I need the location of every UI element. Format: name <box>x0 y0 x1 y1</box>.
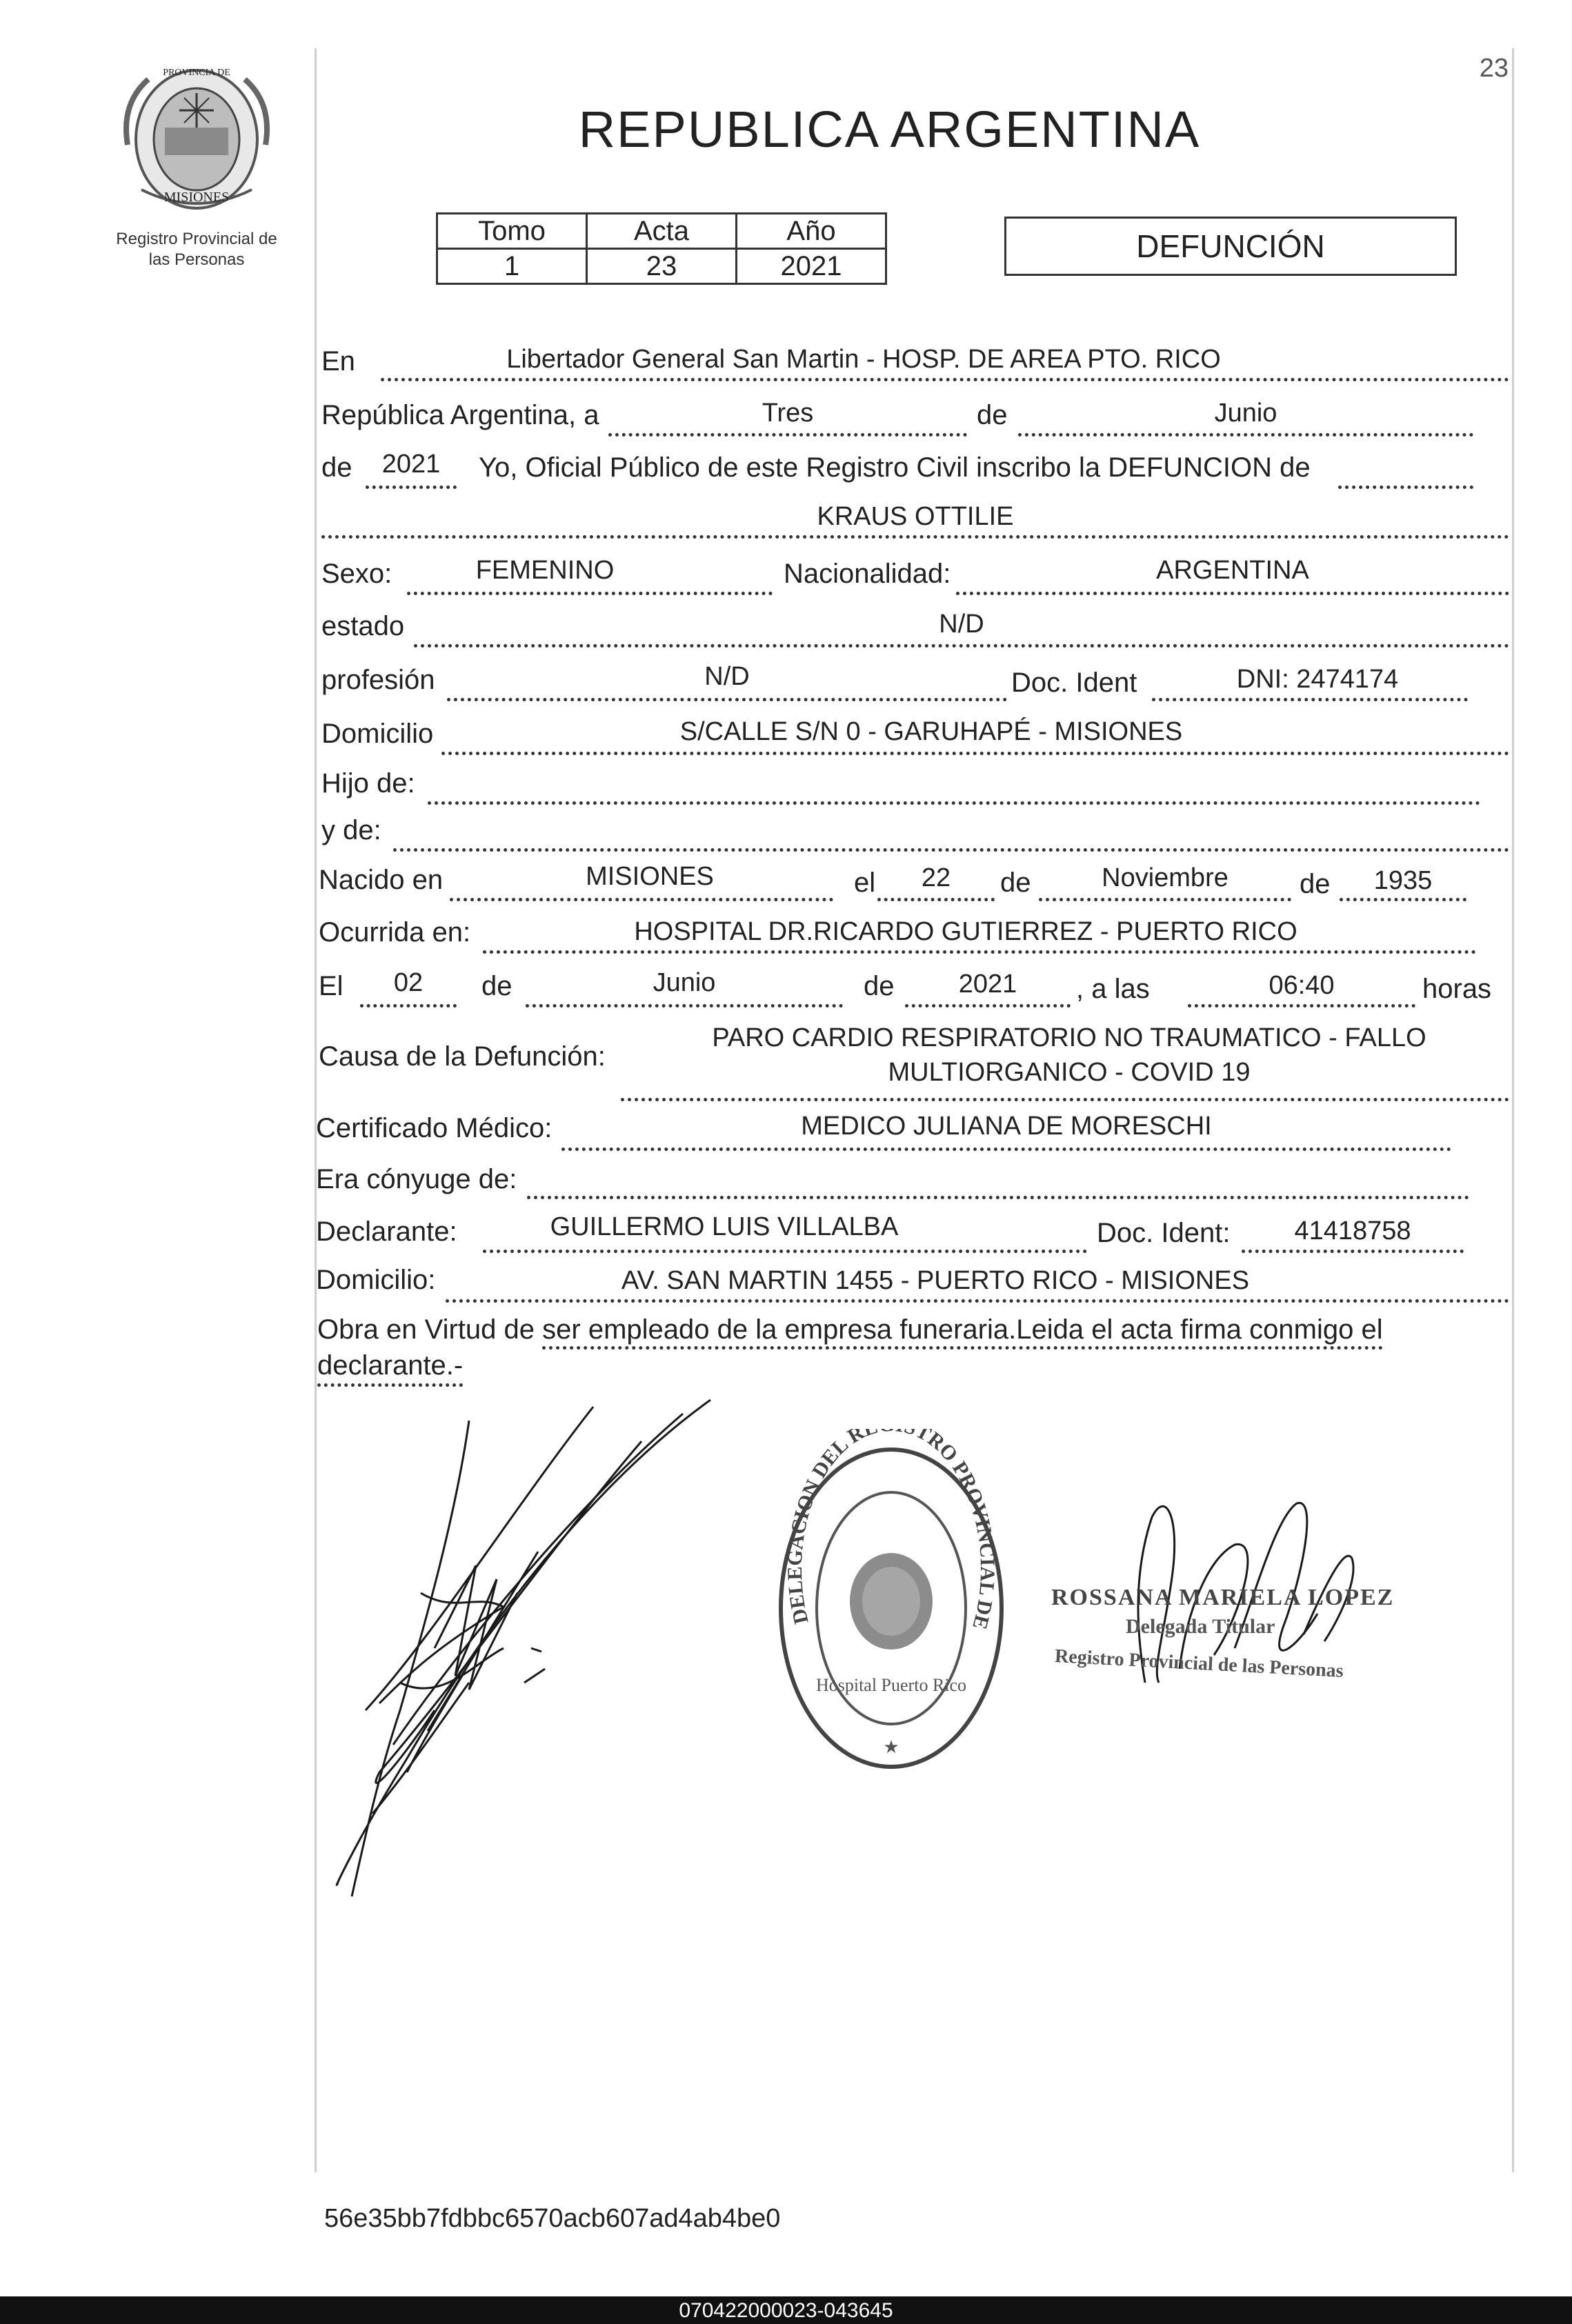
dotted-line <box>1340 898 1466 901</box>
field-nombre: KRAUS OTTILIE <box>817 502 1014 531</box>
field-nac-mes: Noviembre <box>1102 863 1228 892</box>
field-documento: DNI: 2474174 <box>1236 665 1399 694</box>
dotted-line <box>527 1196 1469 1199</box>
label-certificado: Certificado Médico: <box>316 1113 553 1143</box>
field-nacionalidad: ARGENTINA <box>1156 556 1309 585</box>
registry-caption <box>76 229 317 270</box>
signer-registry: Registro Provincial de las Personas <box>1054 1645 1344 1682</box>
page-number: 23 <box>1479 54 1509 83</box>
field-causa <box>662 1021 1476 1090</box>
field-def-mes: Junio <box>653 968 716 997</box>
label-ocurrida-en: Ocurrida en: <box>319 917 471 948</box>
field-ocurrida-en: HOSPITAL DR.RICARDO GUTIERREZ - PUERTO RICO <box>634 917 1297 946</box>
dotted-line <box>381 378 1509 381</box>
signer-name: ROSSANA MARIELA LOPEZ <box>1051 1585 1395 1610</box>
label-el-cap: El <box>319 971 344 1001</box>
field-def-hora: 06:40 <box>1268 971 1335 1000</box>
svg-text:★: ★ <box>883 1736 899 1757</box>
label-a-las: , a las <box>1076 974 1150 1004</box>
registry-caption-line1: Registro Provincial de <box>116 230 277 248</box>
label-domicilio: Domicilio <box>321 719 434 749</box>
field-def-anio: 2021 <box>958 970 1017 999</box>
record-table-value-row <box>437 249 886 284</box>
anio-header: Año <box>737 214 886 249</box>
label-en: En <box>321 346 355 377</box>
field-profesion: N/D <box>704 662 750 691</box>
dotted-line <box>483 1250 1087 1253</box>
dotted-line <box>446 1299 1509 1303</box>
label-yo-oficial: Yo, Oficial Público de este Registro Civil inscribo la DEFUNCION de <box>479 452 1311 483</box>
field-declarante-doc: 41418758 <box>1294 1216 1411 1245</box>
dotted-line <box>1152 698 1468 701</box>
dotted-line <box>414 644 1509 648</box>
label-de: de <box>864 971 895 1001</box>
field-anio-registro: 2021 <box>381 450 441 479</box>
registry-caption-line2: las Personas <box>148 250 245 269</box>
dotted-line <box>608 433 967 437</box>
field-nacido-en: MISIONES <box>586 862 714 891</box>
dotted-line <box>621 1098 1509 1101</box>
seal-text: DELEGACION DEL R TRO PROVINCIAL DE <box>783 1429 999 1632</box>
dotted-line <box>447 698 1007 701</box>
dotted-line <box>483 950 1476 954</box>
label-de: de <box>1300 869 1331 899</box>
dotted-line <box>1242 1250 1464 1253</box>
right-margin-line <box>1512 48 1514 2172</box>
field-declarante: GUILLERMO LUIS VILLALBA <box>550 1212 899 1241</box>
dotted-line <box>956 592 1509 595</box>
dotted-line <box>450 898 833 901</box>
label-horas: horas <box>1422 974 1492 1004</box>
document-hash: 56e35bb7fdbbc6570acb607ad4ab4be0 <box>324 2204 781 2233</box>
label-domicilio: Domicilio: <box>316 1265 436 1295</box>
dotted-line <box>441 752 1509 755</box>
label-conyuge: Era cónyuge de: <box>316 1164 517 1194</box>
field-sexo: FEMENINO <box>475 556 615 585</box>
dotted-line <box>526 1004 843 1008</box>
dotted-line <box>561 1148 1451 1151</box>
dotted-line <box>407 592 773 595</box>
obra-statement <box>317 1312 1498 1348</box>
label-nacionalidad: Nacionalidad: <box>784 559 951 589</box>
label-estado: estado <box>321 611 405 641</box>
field-declarante-domicilio: AV. SAN MARTIN 1455 - PUERTO RICO - MISIONES <box>621 1266 1250 1295</box>
official-seal <box>767 1429 1015 1787</box>
seal-inner-text: Hospital Puerto Rico <box>815 1675 967 1695</box>
label-declarante: Declarante: <box>316 1216 457 1247</box>
dotted-line <box>393 848 1509 852</box>
field-dia-registro: Tres <box>762 399 814 428</box>
label-de: de <box>481 971 513 1001</box>
signer-role: Delegada Titular <box>1126 1615 1275 1638</box>
label-doc-ident: Doc. Ident <box>1011 668 1137 698</box>
field-causa-line2: MULTIORGANICO - COVID 19 <box>888 1058 1251 1087</box>
dotted-line <box>1039 898 1291 901</box>
field-lugar: Libertador General San Martin - HOSP. DE AREA PTO. RICO <box>506 345 1221 374</box>
field-domicilio: S/CALLE S/N 0 - GARUHAPÉ - MISIONES <box>679 717 1183 746</box>
field-mes-registro: Junio <box>1214 399 1277 428</box>
label-hijo-de: Hijo de: <box>321 768 415 799</box>
acta-header: Acta <box>587 214 737 249</box>
field-causa-line1: PARO CARDIO RESPIRATORIO NO TRAUMATICO - FALLO <box>712 1023 1426 1052</box>
dotted-line <box>877 898 995 901</box>
anio-value: 2021 <box>737 249 886 284</box>
dotted-line <box>428 801 1480 805</box>
field-certificado: MEDICO JULIANA DE MORESCHI <box>801 1112 1212 1141</box>
acta-value: 23 <box>587 249 737 284</box>
label-causa: Causa de la Defunción: <box>319 1041 606 1072</box>
field-nac-dia: 22 <box>921 863 951 892</box>
label-profesion: profesión <box>321 665 435 695</box>
label-de: de <box>1000 868 1031 898</box>
label-de: de <box>977 400 1008 430</box>
label-republica: República Argentina, a <box>321 400 599 430</box>
label-y-de: y de: <box>321 815 381 845</box>
label-sexo: Sexo: <box>321 559 392 589</box>
dotted-line <box>321 535 1509 539</box>
field-nac-anio: 1935 <box>1373 866 1433 895</box>
dotted-line <box>360 1004 457 1008</box>
logo-text-top: PROVINCIA DE <box>163 68 230 78</box>
label-de: de <box>321 452 352 483</box>
document-title: REPUBLICA ARGENTINA <box>578 101 1201 158</box>
dotted-line <box>1188 1004 1415 1008</box>
logo-text-bottom: MISIONES <box>163 190 230 205</box>
label-el: el <box>854 868 876 898</box>
record-table-header-row <box>437 214 886 249</box>
record-table <box>436 212 887 285</box>
label-nacido-en: Nacido en <box>319 865 444 895</box>
footer-code: 070422000023-043645 <box>679 2299 893 2322</box>
obra-tail: declarante.- <box>317 1348 463 1387</box>
label-doc-ident: Doc. Ident: <box>1097 1218 1231 1248</box>
dotted-line <box>366 485 457 489</box>
tomo-value: 1 <box>437 249 587 284</box>
dotted-line <box>1018 433 1473 437</box>
dotted-line <box>1338 485 1473 489</box>
obra-text: ser empleado de la empresa funeraria.Leida el acta firma conmigo el <box>542 1314 1382 1350</box>
obra-prefix: Obra en Virtud de <box>317 1314 535 1345</box>
field-estado: N/D <box>939 610 984 639</box>
dotted-line <box>905 1004 1071 1008</box>
record-type-box: DEFUNCIÓN <box>1004 217 1457 276</box>
declarant-signature <box>297 1386 738 1910</box>
tomo-header: Tomo <box>437 214 587 249</box>
field-def-dia: 02 <box>393 968 424 997</box>
